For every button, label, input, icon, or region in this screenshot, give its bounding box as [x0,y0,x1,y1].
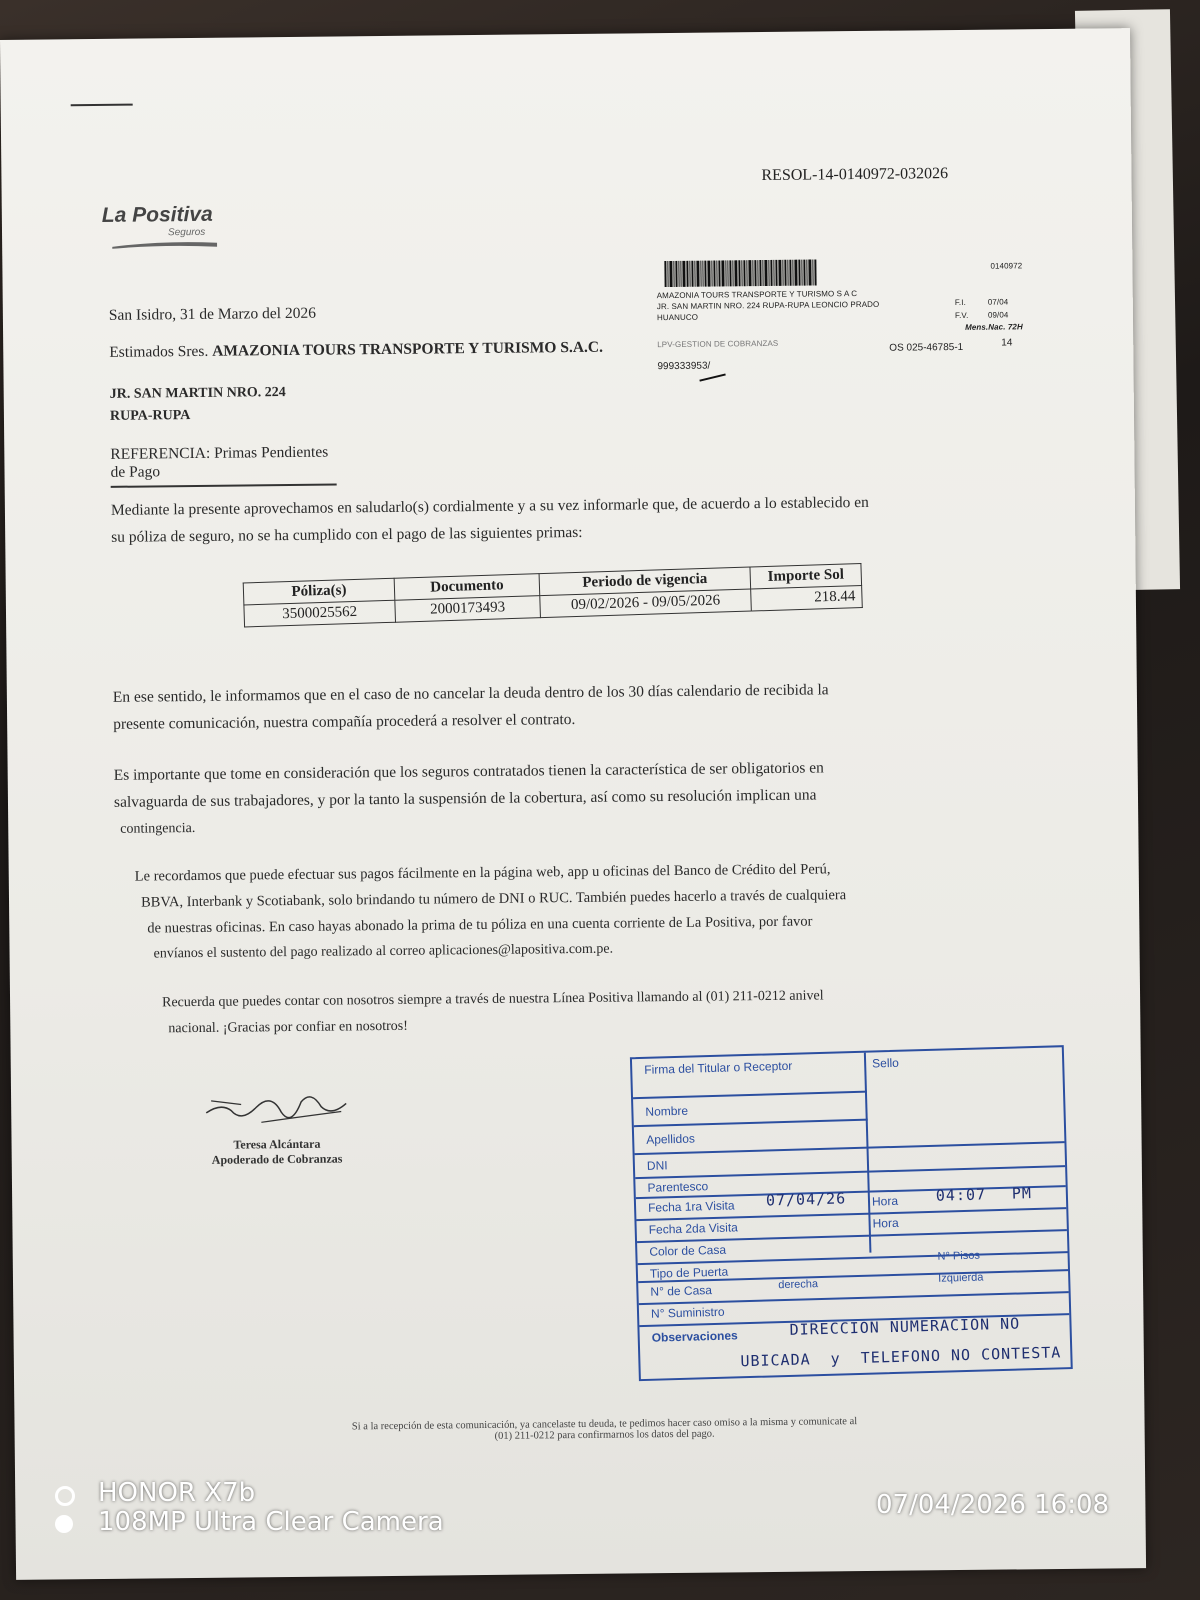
slip-fi-value: 07/04 [987,297,1009,307]
handwritten-time: 04:07 [935,1185,987,1205]
slip-phone: 999333953/ [657,360,711,373]
address-line1: JR. SAN MARTIN NRO. 224 [109,385,286,402]
slip-code: 0140972 [990,261,1023,271]
slip-mens: Mens.Nac. 72H [965,322,1023,332]
address-line2: RUPA-RUPA [109,408,191,424]
slip-city: HUANUCO [656,312,699,323]
paragraph5-line1: Recuerda que puedes contar con nosotros siempre a través de nuestra Línea Positiva llamando al (01) 211-0212 anivel [162,988,824,1011]
footer-note [274,1415,934,1444]
table-cell: 3500025562 [244,600,396,627]
barcode-icon [664,259,869,287]
camera-dot-icon [55,1515,73,1533]
paragraph5-line2: nacional. ¡Gracias por confiar en nosotros! [168,1018,408,1037]
slip-addressee: AMAZONIA TOURS TRANSPORTE Y TURISMO S A C [656,289,858,301]
handwritten-observation1: DIRECCION NUMERACION NO [789,1314,1021,1339]
stamp-hora1-label: Hora [871,1193,899,1209]
stamp-fecha2-label: Fecha 2da Visita [648,1220,739,1237]
slip-address: JR. SAN MARTIN NRO. 224 RUPA-RUPA LEONCIO PRADO [656,299,880,312]
table-header: Póliza(s) [243,578,395,605]
slip-fv-label: F.V. [954,310,969,321]
stamp-tipo-label: Tipo de Puerta [649,1264,729,1281]
signer-role: Apoderado de Cobranzas [211,1151,343,1167]
letter-document [0,28,1146,1580]
logo-subtitle: Seguros [167,226,206,239]
top-dash [71,104,133,107]
stamp-parentesco-label: Parentesco [647,1179,709,1195]
footer-line2: (01) 211-0212 para confirmarnos los datos del pago. [494,1428,715,1442]
delivery-slip [652,257,1033,391]
camera-lens: 108MP Ultra Clear Camera [98,1507,444,1537]
slip-os: OS 025-46785-1 [889,341,964,354]
paragraph4-line2: BBVA, Interbank y Scotiabank, solo brindando tu número de DNI o RUC. También puedes hacerlo a través de cualquiera [140,887,847,911]
signer-name: Teresa Alcántara [233,1136,321,1152]
stamp-apellidos-label: Apellidos [646,1131,696,1147]
stamp-firma-label: Firma del Titular o Receptor [644,1058,793,1077]
camera-datetime: 07/04/2026 16:08 [876,1490,1110,1520]
paragraph3-line1: Es importante que tome en consideración que los seguros contratados tienen la característica de ser obligatorios en [113,759,824,784]
table-cell: 2000173493 [395,596,541,623]
paragraph1-line2: su póliza de seguro, no se ha cumplido con el pago de las siguientes primas: [111,523,583,546]
signature-icon [201,1081,352,1133]
signer-block [212,1136,343,1167]
place-date: San Isidro, 31 de Marzo del 2026 [108,304,317,324]
table-header: Documento [394,574,540,601]
slip-os-number: 14 [1001,337,1013,349]
slip-dept: LPV-GESTION DE COBRANZAS [657,338,779,350]
paragraph4-line3: de nuestras oficinas. En caso hayas abonado la prima de tu póliza en una cuenta corriente de La Positiva, por favor [147,913,813,937]
paragraph4-line4: envíanos el sustento del pago realizado al correo aplicaciones@lapositiva.com.pe. [153,941,614,962]
pen-mark-icon [698,372,728,382]
stamp-observaciones-label: Observaciones [651,1328,738,1345]
table-cell: 218.44 [751,586,863,611]
premiums-table [243,563,863,627]
paragraph2-line2: presente comunicación, nuestra compañía procederá a resolver el contrato. [113,711,576,733]
company-logo: La Positiva [101,202,213,227]
greeting-line [109,339,603,362]
reference: REFERENCIA: Primas Pendientes de Pago [110,444,336,488]
stamp-nombre-label: Nombre [645,1103,689,1119]
logo-swoosh-icon [112,240,217,249]
stamp-suministro-label: N° Suministro [650,1304,725,1321]
table-cell: 09/02/2026 - 09/05/2026 [540,589,752,618]
paragraph3-line2: salvaguarda de sus trabajadores, y por la tanto la suspensión de la cobertura, así como su resolución implican una [113,786,817,811]
handwritten-observation2: UBICADA y TELEFONO NO CONTESTA [740,1343,1062,1371]
paragraph1-line1: Mediante la presente aprovechamos en saludarlo(s) cordialmente y a su vez informarle que, de acuerdo a lo establecido en [110,493,869,519]
handwritten-pm: PM [1011,1184,1033,1203]
stamp-izquierda-label: Izquierda [938,1271,984,1285]
footer-line1: Si a la recepción de esta comunicación, ya cancelaste tu deuda, te pedimos hacer caso omiso a la misma y comunicate al [351,1416,858,1433]
greeting-prefix: Estimados Sres. [109,342,209,361]
stamp-divider [864,1053,872,1253]
resolution-code: RESOL-14-0140972-032026 [761,165,949,185]
stamp-ncasa-label: N° de Casa [650,1283,713,1299]
stamp-fecha1-label: Fecha 1ra Visita [647,1198,735,1215]
stamp-color-label: Color de Casa [649,1242,727,1259]
camera-model: HONOR X7b [98,1478,256,1508]
visit-stamp [630,1045,1073,1381]
slip-fv-value: 09/04 [987,310,1009,320]
stamp-hora2-label: Hora [872,1215,899,1231]
slip-fi-label: F.I. [954,297,966,308]
stamp-sello-label: Sello [871,1055,900,1071]
camera-ring-icon [55,1486,75,1506]
stamp-derecha-label: derecha [778,1278,819,1292]
handwritten-date: 07/04/26 [765,1189,847,1210]
paragraph2-line1: En ese sentido, le informamos que en el caso de no cancelar la deuda dentro de los 30 días calendario de recibida la [112,681,829,706]
table-header: Importe Sol [750,564,862,589]
table-header: Periodo de vigencia [539,567,751,596]
stamp-pisos-label: N° Pisos [937,1249,981,1263]
paragraph3-line3: contingencia. [120,820,196,837]
stamp-dni-label: DNI [646,1158,668,1173]
company-name: AMAZONIA TOURS TRANSPORTE Y TURISMO S.A.C. [212,338,604,360]
paragraph4-line1: Le recordamos que puede efectuar sus pagos fácilmente en la página web, app u oficinas del Banco de Crédito del Perú, [134,861,831,885]
